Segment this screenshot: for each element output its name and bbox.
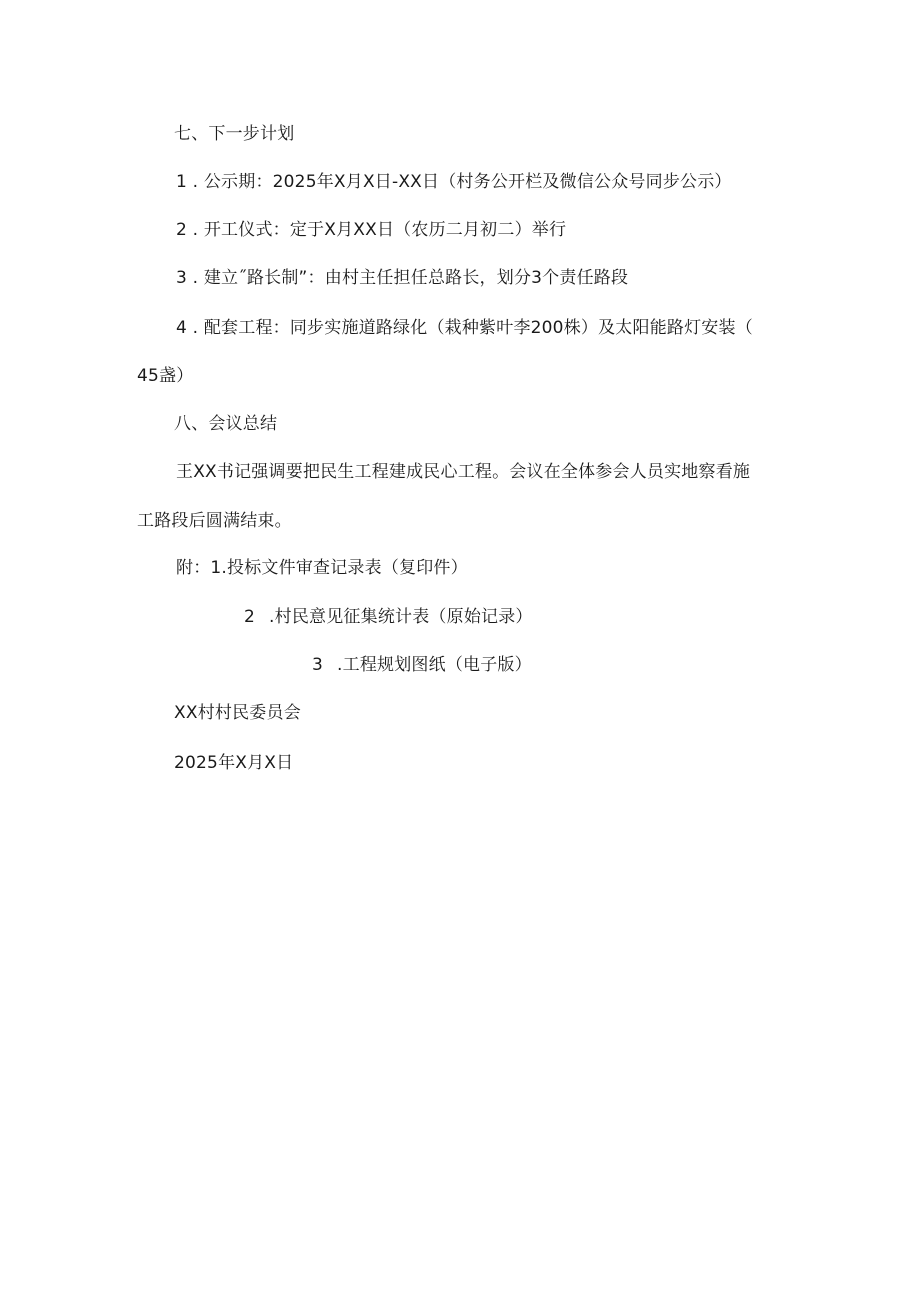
plan-item-4-continuation: 45盏）	[137, 366, 194, 386]
plan-item-4-text: . 配套工程：同步实施道路绿化（栽种紫叶李200株）及太阳能路灯安装（	[192, 318, 753, 338]
signature-organization: XX村村民委员会	[174, 703, 301, 723]
attachment-item-2-number: 2	[244, 607, 256, 627]
attachment-item-3	[312, 653, 532, 677]
plan-item-4-number: 4	[176, 318, 188, 338]
plan-item-1-text: . 公示期：2025年X月X日-XX日（村务公开栏及微信公众号同步公示）	[192, 172, 732, 192]
section-7-heading: 七、下一步计划	[174, 124, 295, 144]
plan-item-1-number: 1	[176, 172, 188, 192]
attachment-item-3-text: .工程规划图纸（电子版）	[337, 655, 532, 675]
plan-item-2	[176, 218, 566, 242]
summary-paragraph-line-1: 王XX书记强调要把民生工程建成民心工程。会议在全体参会人员实地察看施	[176, 462, 751, 482]
section-8-heading: 八、会议总结	[174, 414, 278, 434]
plan-item-2-text: . 开工仪式：定于X月XX日（农历二月初二）举行	[192, 220, 567, 240]
summary-paragraph-line-2: 工路段后圆满结束。	[137, 511, 292, 531]
plan-item-1	[176, 170, 732, 194]
signature-date: 2025年X月X日	[174, 753, 294, 773]
plan-item-3-text: . 建立˝路长制”：由村主任担任总路长，划分3个责任路段	[192, 268, 629, 288]
attachment-item-3-number: 3	[312, 655, 324, 675]
plan-item-3	[176, 266, 628, 290]
plan-item-2-number: 2	[176, 220, 188, 240]
plan-item-4	[176, 316, 753, 340]
attachment-item-2	[244, 605, 533, 629]
plan-item-3-number: 3	[176, 268, 188, 288]
attachment-item-1: 附：1.投标文件审查记录表（复印件）	[176, 558, 468, 578]
attachment-item-2-text: .村民意见征集统计表（原始记录）	[269, 607, 533, 627]
